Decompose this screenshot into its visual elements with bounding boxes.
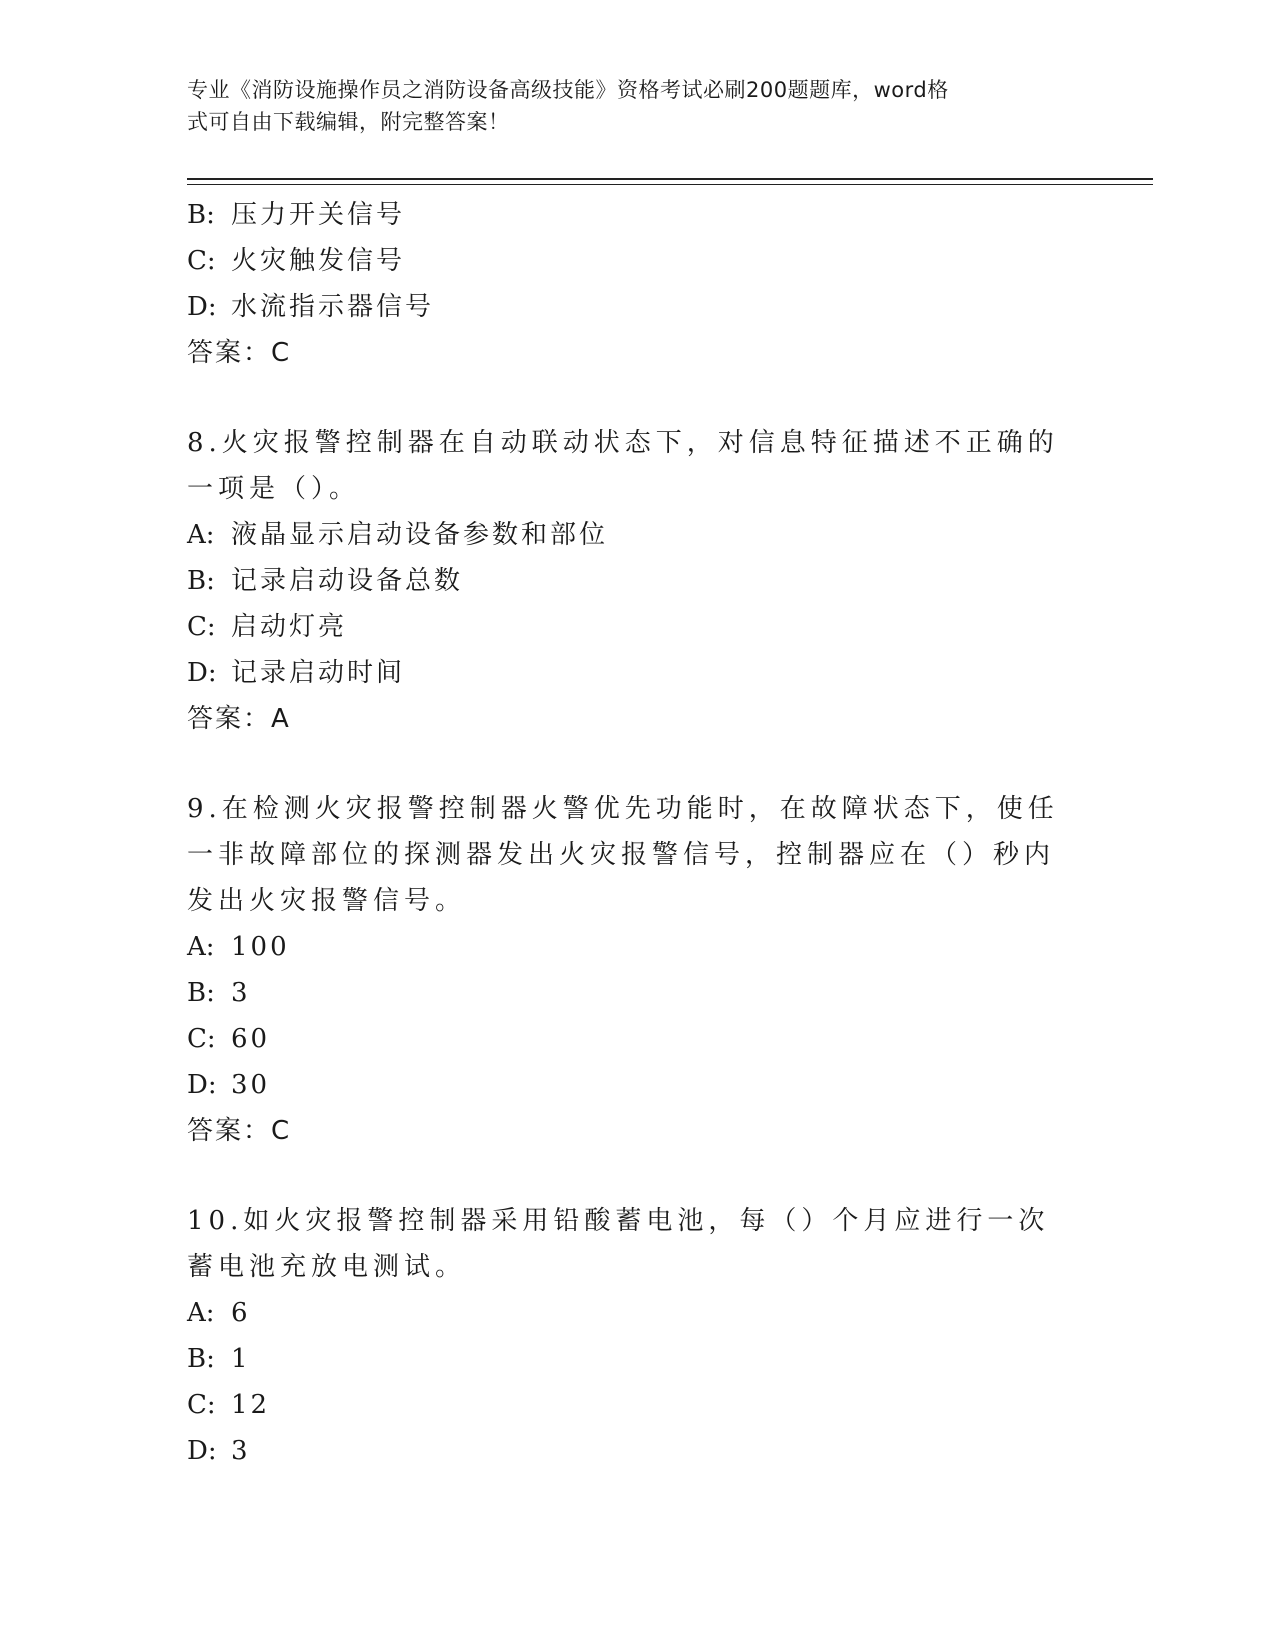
question-8	[187, 420, 1067, 742]
option-d: D: 记录启动时间	[187, 658, 406, 688]
option-b: B: 压力开关信号	[187, 200, 406, 230]
option-c: C: 60	[187, 1024, 271, 1054]
option-a: A: 100	[187, 932, 290, 962]
option-c: C: 启动灯亮	[187, 612, 348, 642]
answer-line: 答案：A	[187, 704, 291, 734]
header-divider-thick	[187, 178, 1153, 180]
question-9	[187, 786, 1067, 1154]
option-a: A: 6	[187, 1298, 251, 1328]
option-b: B: 1	[187, 1344, 251, 1374]
option-a: A: 液晶显示启动设备参数和部位	[187, 520, 609, 550]
header-line-1: 专业《消防设施操作员之消防设备高级技能》资格考试必刷200题题库，word格	[187, 78, 949, 102]
option-c: C: 火灾触发信号	[187, 246, 406, 276]
question-stem: 10.如火灾报警控制器采用铅酸蓄电池，每（）个月应进行一次蓄电池充放电测试。	[187, 1206, 1050, 1282]
header-divider-thin	[187, 184, 1153, 185]
answer-line: 答案：C	[187, 338, 292, 368]
question-stem: 9.在检测火灾报警控制器火警优先功能时，在故障状态下，使任一非故障部位的探测器发出火灾报警信号，控制器应在（）秒内发出火灾报警信号。	[187, 794, 1059, 916]
question-list	[187, 192, 1067, 1474]
header-line-2: 式可自由下载编辑，附完整答案！	[187, 110, 510, 134]
document-header	[187, 74, 1067, 138]
question-stem: 8.火灾报警控制器在自动联动状态下，对信息特征描述不正确的一项是（）。	[187, 428, 1059, 504]
option-c: C: 12	[187, 1390, 271, 1420]
option-d: D: 水流指示器信号	[187, 292, 435, 322]
option-b: B: 记录启动设备总数	[187, 566, 464, 596]
option-d: D: 3	[187, 1436, 251, 1466]
question-7-tail	[187, 192, 1067, 376]
answer-line: 答案：C	[187, 1116, 292, 1146]
question-10	[187, 1198, 1067, 1474]
option-d: D: 30	[187, 1070, 271, 1100]
option-b: B: 3	[187, 978, 251, 1008]
